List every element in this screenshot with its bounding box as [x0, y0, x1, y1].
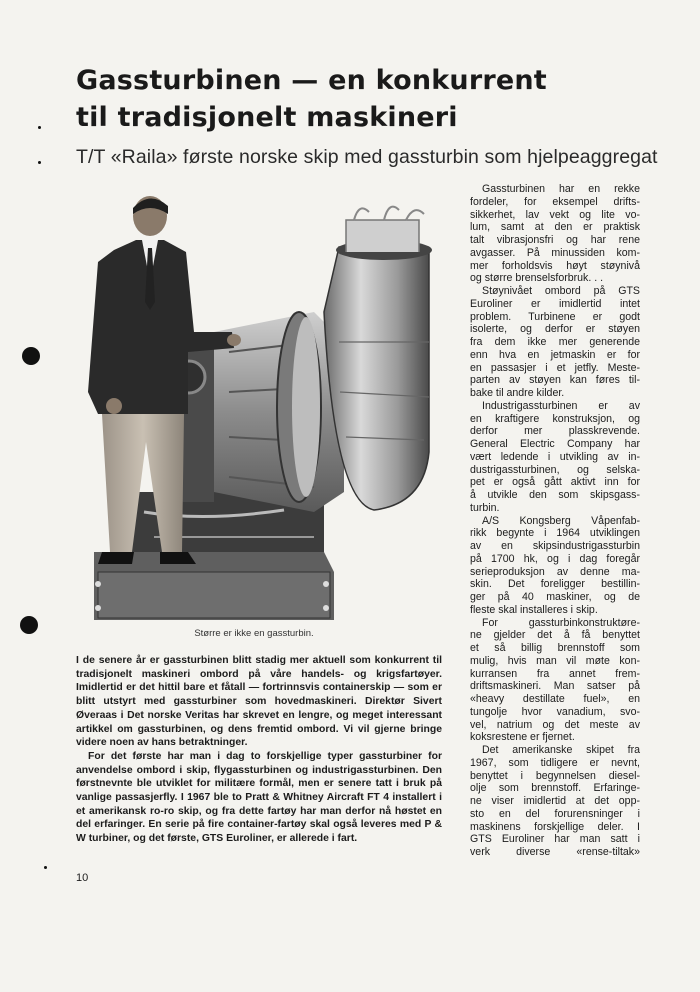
page-number: 10: [76, 872, 89, 884]
text-line: General Electric Company har: [470, 438, 640, 450]
text-line: sto en del forurensninger i: [470, 807, 640, 820]
text-line: vært ledende i utvikling av in-: [470, 450, 640, 463]
margin-mark: [38, 161, 41, 164]
text-line: For gassturbinkonstruktøre-: [482, 616, 640, 629]
text-line: kurransen fra annet frem-: [470, 667, 640, 680]
text-line: sikkerhet, lav vekt og lite vo-: [470, 208, 640, 221]
text-line: driftsmaskineri. Man satser på: [470, 680, 640, 693]
text-line: verk diverse «rense-tiltak»: [470, 846, 640, 858]
text-line: pet er også gått aktivt inn for: [470, 476, 640, 489]
text-line: GTS Euroliner har man satt i: [470, 833, 640, 846]
text-line: ger på 40 maskiner, og de: [470, 591, 640, 603]
text-line: Industrigassturbinen er av: [482, 399, 640, 412]
text-line: olje som brennstoff. Erfaringe-: [470, 782, 640, 795]
text-line: ne gjelder det å få benyttet: [470, 629, 640, 642]
text-line: ne viser imidlertid at det opp-: [470, 795, 640, 807]
text-line: turbin.: [470, 501, 500, 514]
title-line-1: Gassturbinen — en konkurrent: [76, 65, 547, 96]
text-line: vel, natrium og det meste av: [470, 718, 640, 731]
text-line: et så billig brennstoff som: [470, 642, 640, 654]
text-line: mulig, hvis man vil møte kon-: [470, 654, 640, 667]
text-line: mer forholdsvis høyt støynivå: [470, 259, 640, 272]
margin-mark: [44, 866, 47, 869]
text-line: skin. Det foreligger bestillin-: [470, 578, 640, 591]
text-line: benyttet i begynnelsen diesel-: [470, 769, 640, 782]
margin-mark: [38, 126, 41, 129]
text-line: på 1700 hk, og i dag foregår: [470, 552, 640, 565]
article-subtitle: T/T «Raila» første norske skip med gassturbin som hjelpeaggregat: [76, 146, 658, 168]
text-line: maskinens forskjellige deler. I: [470, 820, 640, 833]
photo-caption: Større er ikke en gassturbin.: [194, 628, 314, 639]
text-line: «heavy destillate fuel», en: [470, 693, 640, 705]
text-line: og større brenselsforbruk. . .: [470, 272, 604, 285]
text-line: koksrestene er fjernet.: [470, 731, 575, 744]
text-line: fordeler, for eksempel drifts-: [470, 195, 640, 208]
binder-hole: [20, 616, 38, 634]
intro-paragraph-2: For det første har man i dag to forskjellige typer gassturbiner for anvendelse ombord i skip, flygassturbinen og industrigassturbinen. Den førstnevnte ble utviklet for militære formål, men er senere tatt i bruk på vanlige passasjerfly. I 1967 ble to Pratt & Whitney Aircraft FT 4 installert i et amerikansk ro-ro skip, og fra dette fartøy har man derfor nå høstet en del erfaringer. En serie på fire container-fartøy skal også leveres med P & W turbiner, og det første, GTS Euroliner, er allerede i fart.: [76, 750, 442, 845]
text-line: Det amerikanske skipet fra: [482, 744, 640, 756]
text-line: serieproduksjon av denne ma-: [470, 565, 640, 578]
text-line: avgasser. På minussiden kom-: [470, 246, 640, 259]
text-line: derfor mer plasskrevende.: [470, 425, 640, 438]
binder-hole: [22, 347, 40, 365]
intro-text: [76, 654, 442, 846]
title-line-2: til tradisjonelt maskineri: [76, 102, 458, 133]
text-line: tungolje hvor vanadium, svo-: [470, 705, 640, 718]
turbine-photo: [84, 192, 446, 622]
text-line: rikk begynte i 1964 utviklingen: [470, 527, 640, 540]
article-title: [76, 62, 636, 136]
text-line: Gassturbinen har en rekke: [482, 183, 640, 195]
text-line: talt vibrasjonsfri og har rene: [470, 234, 640, 246]
text-line: lum, samt at den er praktisk: [470, 221, 640, 234]
text-line: 1967, som tidligere er nevnt,: [470, 756, 640, 769]
text-line: av en skipsindustrigassturbin: [470, 540, 640, 552]
text-line: fleste skal installeres i skip.: [470, 603, 598, 616]
text-line: parten av støyen kan føres til-: [470, 374, 640, 387]
text-line: en kraftigere konstruksjon, og: [470, 412, 640, 425]
right-column-text: [470, 183, 640, 859]
text-line: å utvikle den som skipsgass-: [470, 489, 640, 501]
text-line: dustrigassturbinen, og selska-: [470, 463, 640, 476]
text-line: enn hva en jetmaskin er for: [470, 348, 640, 361]
text-line: Euroliner er imidlertid intet: [470, 297, 640, 310]
text-line: A/S Kongsberg Våpenfab-: [482, 514, 640, 527]
text-line: Støynivået ombord på GTS: [482, 285, 640, 297]
text-line: isolerte, og derfor er støyen: [470, 323, 640, 336]
intro-paragraph-1: I de senere år er gassturbinen blitt stadig mer aktuell som konkurrent til tradisjonelt maskineri ombord på våre handels- og krigsfartøyer. Imidlertid er det hittil bare et fåtall — fortrinnsvis containerskip — som er blitt utstyrt med gassturbiner som hovedmaskineri. Direktør Sivert Øveraas i Det norske Veritas har skrevet en lengre, og meget interessant artikkel om gassturbinen, og dens fremtid ombord. Vi vil gjerne bringe videre noen av hans betraktninger.: [76, 655, 442, 749]
text-line: en passasjer i et jetfly. Meste-: [470, 361, 640, 374]
text-line: fra dem ikke mer generende: [470, 336, 640, 348]
text-line: bake til andre kilder.: [470, 387, 565, 399]
text-line: problem. Turbinene er godt: [470, 310, 640, 323]
